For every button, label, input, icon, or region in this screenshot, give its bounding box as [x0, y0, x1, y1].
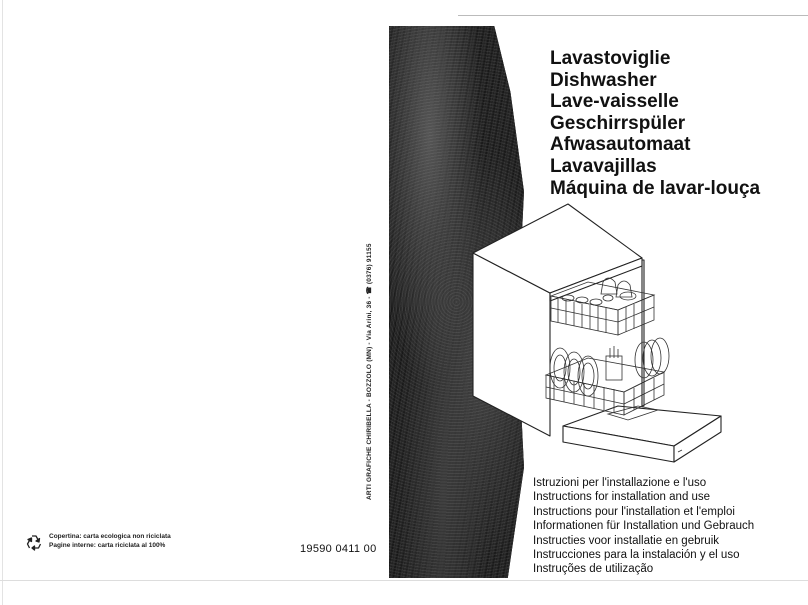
- title-dutch: Afwasautomaat: [550, 134, 691, 156]
- title-spanish: Lavavajillas: [550, 155, 657, 177]
- instructions-german: Informationen für Installation und Gebrauch: [533, 520, 755, 533]
- document-code: 19590 0411 00: [300, 543, 377, 555]
- instructions-french: Instructions pour l'installation et l'emploi: [533, 505, 735, 518]
- title-french: Lave-vaisselle: [550, 91, 679, 113]
- paper-note-inner: Pagine interne: carta riciclata al 100%: [49, 541, 166, 549]
- instructions-english: Instructions for installation and use: [533, 491, 711, 504]
- title-italian: Lavastoviglie: [550, 48, 671, 69]
- title-portuguese: Máquina de lavar-louça: [550, 177, 761, 199]
- title-english: Dishwasher: [550, 69, 657, 91]
- instructions-portuguese: Instruções de utilização: [533, 563, 654, 576]
- bottom-page-edge: [0, 580, 808, 581]
- top-page-edge: [458, 15, 808, 16]
- recycle-icon: [24, 533, 44, 553]
- product-title-list: [550, 48, 760, 199]
- paper-note: [49, 533, 171, 550]
- instructions-list: [533, 476, 754, 577]
- dishwasher-illustration: [468, 200, 728, 472]
- instructions-spanish: Instrucciones para la instalación y el uso: [533, 549, 740, 562]
- instructions-dutch: Instructies voor installatie en gebruik: [533, 534, 720, 547]
- paper-note-cover: Copertina: carta ecologica non riciclata: [49, 533, 171, 540]
- instructions-italian: Istruzioni per l'installazione e l'uso: [533, 477, 707, 489]
- printer-info: ARTI GRAFICHE CHIRIBELLA - BOZZOLO (MN) - Via Arini, 36 - ☎ (0376) 91155: [366, 243, 373, 500]
- left-page-edge: [2, 0, 3, 605]
- title-german: Geschirrspüler: [550, 112, 686, 134]
